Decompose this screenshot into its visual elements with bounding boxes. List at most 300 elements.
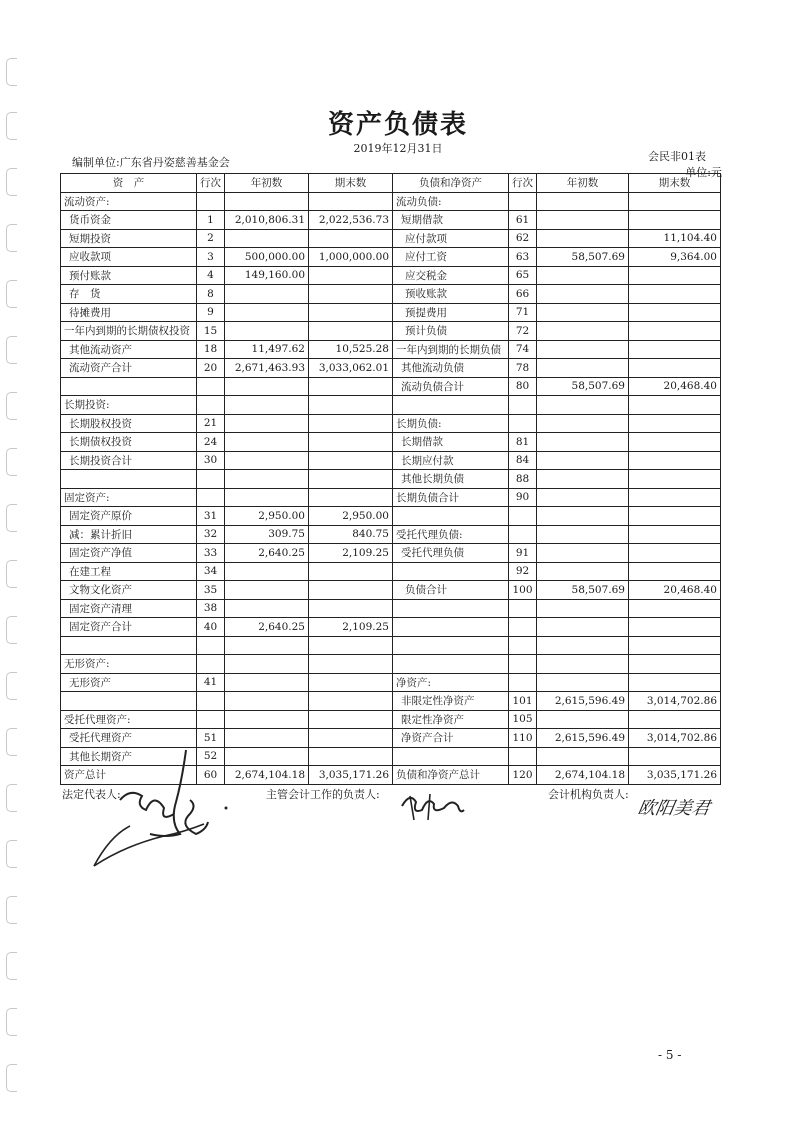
page-title: 资产负债表 — [327, 110, 468, 140]
opening-value: 58,507.69 — [537, 581, 629, 600]
binder-hole — [6, 168, 17, 196]
closing-value — [309, 562, 393, 581]
liability-item: 一年内到期的长期负债 — [393, 340, 509, 359]
opening-value — [537, 192, 629, 211]
line-number — [197, 710, 225, 729]
opening-value — [225, 322, 309, 341]
liability-item — [393, 655, 509, 674]
line-number — [509, 618, 537, 637]
binder-hole — [6, 784, 17, 812]
header-closing: 期末数 — [629, 174, 721, 193]
opening-value — [537, 396, 629, 415]
line-number — [509, 636, 537, 655]
line-number — [197, 470, 225, 489]
closing-value: 2,022,536.73 — [309, 211, 393, 230]
closing-value — [309, 414, 393, 433]
line-number: 92 — [509, 562, 537, 581]
closing-value: 3,035,171.26 — [309, 766, 393, 785]
asset-item — [61, 692, 197, 711]
closing-value — [309, 396, 393, 415]
opening-value — [537, 507, 629, 526]
asset-item: 资产总计 — [61, 766, 197, 785]
liability-item — [393, 747, 509, 766]
asset-item — [61, 377, 197, 396]
closing-value — [309, 433, 393, 452]
closing-value — [629, 599, 721, 618]
opening-value — [537, 303, 629, 322]
binder-hole — [6, 392, 17, 420]
opening-value — [537, 525, 629, 544]
closing-value — [629, 303, 721, 322]
line-number: 40 — [197, 618, 225, 637]
line-number: 2 — [197, 229, 225, 248]
asset-item: 受托代理资产 — [61, 729, 197, 748]
line-number: 110 — [509, 729, 537, 748]
table-row — [61, 303, 721, 322]
opening-value — [537, 488, 629, 507]
line-number: 38 — [197, 599, 225, 618]
asset-item: 固定资产清理 — [61, 599, 197, 618]
binder-hole — [6, 840, 17, 868]
opening-value — [537, 359, 629, 378]
asset-item: 长期投资合计 — [61, 451, 197, 470]
liability-item: 预计负债 — [393, 322, 509, 341]
line-number — [509, 525, 537, 544]
line-number: 15 — [197, 322, 225, 341]
opening-value: 2,615,596.49 — [537, 729, 629, 748]
opening-value — [225, 599, 309, 618]
asset-item: 受托代理资产: — [61, 710, 197, 729]
asset-item: 流动资产合计 — [61, 359, 197, 378]
closing-value: 3,035,171.26 — [629, 766, 721, 785]
closing-value — [309, 710, 393, 729]
line-number — [509, 507, 537, 526]
opening-value: 2,950.00 — [225, 507, 309, 526]
table-row — [61, 322, 721, 341]
binder-hole — [6, 448, 17, 476]
table-header-row — [61, 174, 721, 193]
closing-value — [629, 396, 721, 415]
liability-item — [393, 636, 509, 655]
asset-item: 固定资产原价 — [61, 507, 197, 526]
closing-value — [309, 581, 393, 600]
opening-value — [537, 562, 629, 581]
closing-value: 3,033,062.01 — [309, 359, 393, 378]
closing-value — [629, 507, 721, 526]
asset-item: 待摊费用 — [61, 303, 197, 322]
liability-item: 长期负债: — [393, 414, 509, 433]
line-number: 84 — [509, 451, 537, 470]
line-number — [509, 599, 537, 618]
closing-value — [629, 359, 721, 378]
opening-value — [537, 636, 629, 655]
asset-item — [61, 470, 197, 489]
binder-hole — [6, 728, 17, 756]
opening-value — [537, 673, 629, 692]
closing-value — [629, 340, 721, 359]
line-number: 8 — [197, 285, 225, 304]
asset-item: 文物文化资产 — [61, 581, 197, 600]
closing-value — [629, 544, 721, 563]
liability-item: 限定性净资产 — [393, 710, 509, 729]
line-number: 35 — [197, 581, 225, 600]
closing-value — [309, 192, 393, 211]
table-row — [61, 211, 721, 230]
opening-value — [537, 747, 629, 766]
opening-value — [225, 470, 309, 489]
line-number: 21 — [197, 414, 225, 433]
opening-value — [537, 229, 629, 248]
line-number: 60 — [197, 766, 225, 785]
opening-value — [537, 433, 629, 452]
header-assets: 资 产 — [61, 174, 197, 193]
asset-item: 在建工程 — [61, 562, 197, 581]
opening-value — [225, 710, 309, 729]
liability-item: 负债合计 — [393, 581, 509, 600]
table-row — [61, 248, 721, 267]
opening-value — [225, 581, 309, 600]
opening-value — [225, 655, 309, 674]
liability-item: 流动负债: — [393, 192, 509, 211]
header-closing: 期末数 — [309, 174, 393, 193]
table-row — [61, 618, 721, 637]
closing-value — [629, 655, 721, 674]
line-number: 62 — [509, 229, 537, 248]
liability-item: 预收账款 — [393, 285, 509, 304]
accounting-head-signature — [396, 786, 466, 826]
line-number: 34 — [197, 562, 225, 581]
opening-value: 58,507.69 — [537, 377, 629, 396]
closing-value — [629, 488, 721, 507]
asset-item: 固定资产合计 — [61, 618, 197, 637]
org-name: 编制单位:广东省丹姿慈善基金会 — [72, 156, 230, 169]
legal-rep-signature — [90, 740, 250, 880]
line-number: 51 — [197, 729, 225, 748]
binder-hole — [6, 616, 17, 644]
asset-item: 无形资产: — [61, 655, 197, 674]
asset-item: 其他长期资产 — [61, 747, 197, 766]
line-number — [509, 396, 537, 415]
opening-value — [537, 414, 629, 433]
table-row — [61, 285, 721, 304]
asset-item: 其他流动资产 — [61, 340, 197, 359]
binder-hole — [6, 672, 17, 700]
closing-value — [629, 414, 721, 433]
closing-value — [629, 525, 721, 544]
opening-value — [225, 451, 309, 470]
binder-hole — [6, 1064, 17, 1092]
line-number — [197, 692, 225, 711]
opening-value — [225, 433, 309, 452]
closing-value: 2,109.25 — [309, 544, 393, 563]
opening-value: 58,507.69 — [537, 248, 629, 267]
line-number: 20 — [197, 359, 225, 378]
closing-value — [309, 747, 393, 766]
opening-value: 11,497.62 — [225, 340, 309, 359]
line-number: 90 — [509, 488, 537, 507]
table-row — [61, 581, 721, 600]
closing-value — [629, 673, 721, 692]
asset-item — [61, 636, 197, 655]
asset-item: 无形资产 — [61, 673, 197, 692]
liability-item: 其他长期负债 — [393, 470, 509, 489]
closing-value: 2,950.00 — [309, 507, 393, 526]
line-number: 100 — [509, 581, 537, 600]
opening-value — [225, 562, 309, 581]
closing-value: 11,104.40 — [629, 229, 721, 248]
opening-value: 309.75 — [225, 525, 309, 544]
line-number: 81 — [509, 433, 537, 452]
binder-hole — [6, 280, 17, 308]
liability-item: 负债和净资产总计 — [393, 766, 509, 785]
line-number — [197, 655, 225, 674]
closing-value: 840.75 — [309, 525, 393, 544]
liability-item: 应交税金 — [393, 266, 509, 285]
asset-item: 固定资产: — [61, 488, 197, 507]
opening-value — [225, 488, 309, 507]
line-number: 3 — [197, 248, 225, 267]
closing-value — [629, 636, 721, 655]
table-row — [61, 636, 721, 655]
line-number: 72 — [509, 322, 537, 341]
liability-item: 受托代理负债 — [393, 544, 509, 563]
table-row — [61, 673, 721, 692]
line-number — [509, 192, 537, 211]
line-number — [197, 636, 225, 655]
opening-value — [225, 285, 309, 304]
opening-value: 2,674,104.18 — [537, 766, 629, 785]
opening-value: 2,615,596.49 — [537, 692, 629, 711]
binder-hole — [6, 336, 17, 364]
closing-value — [629, 451, 721, 470]
line-number: 1 — [197, 211, 225, 230]
line-number: 65 — [509, 266, 537, 285]
table-row — [61, 451, 721, 470]
table-row — [61, 470, 721, 489]
closing-value: 10,525.28 — [309, 340, 393, 359]
table-row — [61, 488, 721, 507]
binder-hole — [6, 560, 17, 588]
opening-value — [225, 229, 309, 248]
line-number: 66 — [509, 285, 537, 304]
line-number: 91 — [509, 544, 537, 563]
closing-value — [309, 488, 393, 507]
line-number: 120 — [509, 766, 537, 785]
liability-item: 应付工资 — [393, 248, 509, 267]
table-row — [61, 340, 721, 359]
opening-value — [537, 599, 629, 618]
liability-item: 其他流动负债 — [393, 359, 509, 378]
closing-value — [629, 470, 721, 489]
liability-item: 流动负债合计 — [393, 377, 509, 396]
binder-hole — [6, 952, 17, 980]
liability-item: 长期应付款 — [393, 451, 509, 470]
table-row — [61, 562, 721, 581]
opening-value — [537, 451, 629, 470]
table-row — [61, 396, 721, 415]
closing-value: 9,364.00 — [629, 248, 721, 267]
opening-value — [537, 618, 629, 637]
liability-item — [393, 599, 509, 618]
closing-value — [309, 636, 393, 655]
line-number: 18 — [197, 340, 225, 359]
accounting-org-label: 会计机构负责人: — [548, 788, 629, 801]
liability-item — [393, 618, 509, 637]
line-number — [509, 673, 537, 692]
header-line-no: 行次 — [509, 174, 537, 193]
opening-value: 2,671,463.93 — [225, 359, 309, 378]
line-number: 63 — [509, 248, 537, 267]
opening-value: 2,674,104.18 — [225, 766, 309, 785]
opening-value — [537, 655, 629, 674]
closing-value: 20,468.40 — [629, 581, 721, 600]
opening-value: 500,000.00 — [225, 248, 309, 267]
header-line-no: 行次 — [197, 174, 225, 193]
asset-item: 一年内到期的长期债权投资 — [61, 322, 197, 341]
report-date: 2019年12月31日 — [353, 142, 443, 155]
asset-item: 减：累计折旧 — [61, 525, 197, 544]
line-number: 9 — [197, 303, 225, 322]
page-number: - 5 - — [658, 1048, 682, 1062]
currency-unit: 单位:元 — [685, 166, 722, 179]
closing-value — [309, 729, 393, 748]
binder-hole — [6, 896, 17, 924]
form-number: 会民非01表 — [648, 150, 706, 163]
balance-sheet-table — [60, 173, 721, 785]
line-number: 24 — [197, 433, 225, 452]
opening-value — [225, 396, 309, 415]
asset-item: 预付账款 — [61, 266, 197, 285]
opening-value — [537, 266, 629, 285]
line-number: 33 — [197, 544, 225, 563]
table-row — [61, 544, 721, 563]
asset-item: 应收款项 — [61, 248, 197, 267]
asset-item: 流动资产: — [61, 192, 197, 211]
closing-value — [629, 266, 721, 285]
closing-value: 20,468.40 — [629, 377, 721, 396]
liability-item: 净资产合计 — [393, 729, 509, 748]
asset-item: 长期债权投资 — [61, 433, 197, 452]
table-row — [61, 525, 721, 544]
liability-item: 非限定性净资产 — [393, 692, 509, 711]
table-row — [61, 507, 721, 526]
table-row — [61, 599, 721, 618]
line-number: 32 — [197, 525, 225, 544]
table-row — [61, 266, 721, 285]
closing-value — [309, 229, 393, 248]
liability-item — [393, 396, 509, 415]
closing-value — [309, 303, 393, 322]
table-body — [61, 192, 721, 784]
liability-item: 短期借款 — [393, 211, 509, 230]
line-number: 52 — [197, 747, 225, 766]
line-number: 101 — [509, 692, 537, 711]
line-number: 71 — [509, 303, 537, 322]
line-number — [509, 655, 537, 674]
closing-value — [629, 562, 721, 581]
opening-value — [225, 673, 309, 692]
asset-item: 长期投资: — [61, 396, 197, 415]
accounting-head-label: 主管会计工作的负责人: — [266, 788, 380, 801]
line-number: 78 — [509, 359, 537, 378]
opening-value — [225, 377, 309, 396]
opening-value — [225, 414, 309, 433]
line-number: 30 — [197, 451, 225, 470]
opening-value: 2,640.25 — [225, 618, 309, 637]
table-row — [61, 433, 721, 452]
closing-value: 3,014,702.86 — [629, 729, 721, 748]
closing-value — [629, 747, 721, 766]
closing-value — [629, 211, 721, 230]
closing-value — [629, 710, 721, 729]
closing-value: 1,000,000.00 — [309, 248, 393, 267]
liability-item: 净资产: — [393, 673, 509, 692]
opening-value — [225, 303, 309, 322]
opening-value — [537, 322, 629, 341]
table-row — [61, 710, 721, 729]
closing-value — [629, 433, 721, 452]
table-row — [61, 359, 721, 378]
closing-value: 3,014,702.86 — [629, 692, 721, 711]
liability-item: 预提费用 — [393, 303, 509, 322]
opening-value — [537, 340, 629, 359]
line-number — [197, 192, 225, 211]
table-row — [61, 229, 721, 248]
binder-hole — [6, 1008, 17, 1036]
line-number — [197, 396, 225, 415]
opening-value — [225, 692, 309, 711]
closing-value — [629, 192, 721, 211]
line-number: 31 — [197, 507, 225, 526]
closing-value — [309, 451, 393, 470]
opening-value — [225, 636, 309, 655]
line-number — [509, 747, 537, 766]
line-number: 4 — [197, 266, 225, 285]
asset-item: 货币资金 — [61, 211, 197, 230]
closing-value — [629, 322, 721, 341]
closing-value — [309, 266, 393, 285]
closing-value — [309, 377, 393, 396]
liability-item: 长期负债合计 — [393, 488, 509, 507]
header-opening: 年初数 — [537, 174, 629, 193]
closing-value: 2,109.25 — [309, 618, 393, 637]
liability-item: 长期借款 — [393, 433, 509, 452]
line-number: 105 — [509, 710, 537, 729]
legal-rep-label: 法定代表人: — [62, 788, 121, 801]
binder-hole — [6, 504, 17, 532]
binder-hole — [6, 224, 17, 252]
liability-item: 受托代理负债: — [393, 525, 509, 544]
line-number: 88 — [509, 470, 537, 489]
asset-item: 短期投资 — [61, 229, 197, 248]
closing-value — [309, 673, 393, 692]
line-number — [197, 488, 225, 507]
opening-value — [537, 470, 629, 489]
binder-hole — [6, 58, 17, 86]
opening-value — [537, 211, 629, 230]
table-row — [61, 377, 721, 396]
line-number: 61 — [509, 211, 537, 230]
closing-value — [629, 618, 721, 637]
line-number — [509, 414, 537, 433]
closing-value — [309, 692, 393, 711]
asset-item: 固定资产净值 — [61, 544, 197, 563]
line-number: 41 — [197, 673, 225, 692]
liability-item — [393, 507, 509, 526]
line-number — [197, 377, 225, 396]
closing-value — [309, 655, 393, 674]
table-row — [61, 414, 721, 433]
